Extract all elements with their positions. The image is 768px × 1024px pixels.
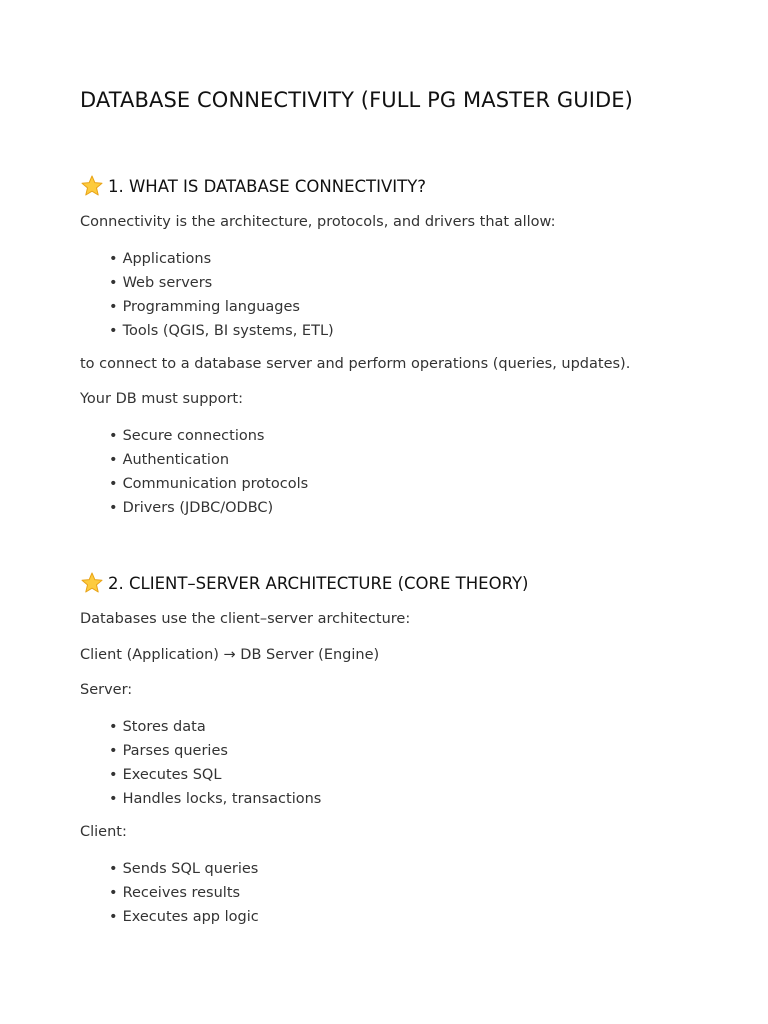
bullet-dot: • xyxy=(109,743,118,759)
bullet-dot: • xyxy=(109,500,118,516)
bullet-dot: • xyxy=(109,275,118,291)
section-1-lead-2: Your DB must support: xyxy=(80,391,244,407)
star-icon xyxy=(80,174,104,198)
bullet-dot: • xyxy=(109,428,118,444)
list-item: • Tools (QGIS, BI systems, ETL) xyxy=(109,319,334,343)
list-item: • Secure connections xyxy=(109,424,308,448)
bullet-dot: • xyxy=(109,452,118,468)
bullet-dot: • xyxy=(109,251,118,267)
section-1-list-1 xyxy=(109,247,334,343)
bullet-dot: • xyxy=(109,719,118,735)
section-2-client-label: Client: xyxy=(80,824,127,840)
section-2-heading xyxy=(80,571,529,595)
section-2-flow: Client (Application) → DB Server (Engine) xyxy=(80,647,380,663)
bullet-dot: • xyxy=(109,909,118,925)
list-item: • Applications xyxy=(109,247,334,271)
list-item: • Handles locks, transactions xyxy=(109,787,321,811)
section-2-server-label: Server: xyxy=(80,682,133,698)
document-title: DATABASE CONNECTIVITY (FULL PG MASTER GUIDE) xyxy=(80,88,633,112)
star-icon xyxy=(80,571,104,595)
bullet-dot: • xyxy=(109,861,118,877)
section-2-client-list xyxy=(109,857,259,929)
list-item: • Authentication xyxy=(109,448,308,472)
bullet-dot: • xyxy=(109,299,118,315)
list-item: • Parses queries xyxy=(109,739,321,763)
section-2-heading-text: 2. CLIENT–SERVER ARCHITECTURE (CORE THEORY) xyxy=(108,573,529,593)
section-1-intro: Connectivity is the architecture, protocols, and drivers that allow: xyxy=(80,214,556,230)
bullet-dot: • xyxy=(109,476,118,492)
bullet-dot: • xyxy=(109,791,118,807)
section-1-heading-text: 1. WHAT IS DATABASE CONNECTIVITY? xyxy=(108,176,427,196)
bullet-dot: • xyxy=(109,885,118,901)
section-1-after-list-1: to connect to a database server and perform operations (queries, updates). xyxy=(80,356,631,372)
section-1-list-2 xyxy=(109,424,308,520)
list-item: • Sends SQL queries xyxy=(109,857,259,881)
section-2-intro: Databases use the client–server architecture: xyxy=(80,611,411,627)
section-1-heading xyxy=(80,174,426,198)
list-item: • Drivers (JDBC/ODBC) xyxy=(109,496,308,520)
bullet-dot: • xyxy=(109,767,118,783)
section-2-server-list xyxy=(109,715,321,811)
list-item: • Receives results xyxy=(109,881,259,905)
bullet-dot: • xyxy=(109,323,118,339)
list-item: • Web servers xyxy=(109,271,334,295)
list-item: • Stores data xyxy=(109,715,321,739)
list-item: • Executes SQL xyxy=(109,763,321,787)
list-item: • Programming languages xyxy=(109,295,334,319)
list-item: • Communication protocols xyxy=(109,472,308,496)
list-item: • Executes app logic xyxy=(109,905,259,929)
